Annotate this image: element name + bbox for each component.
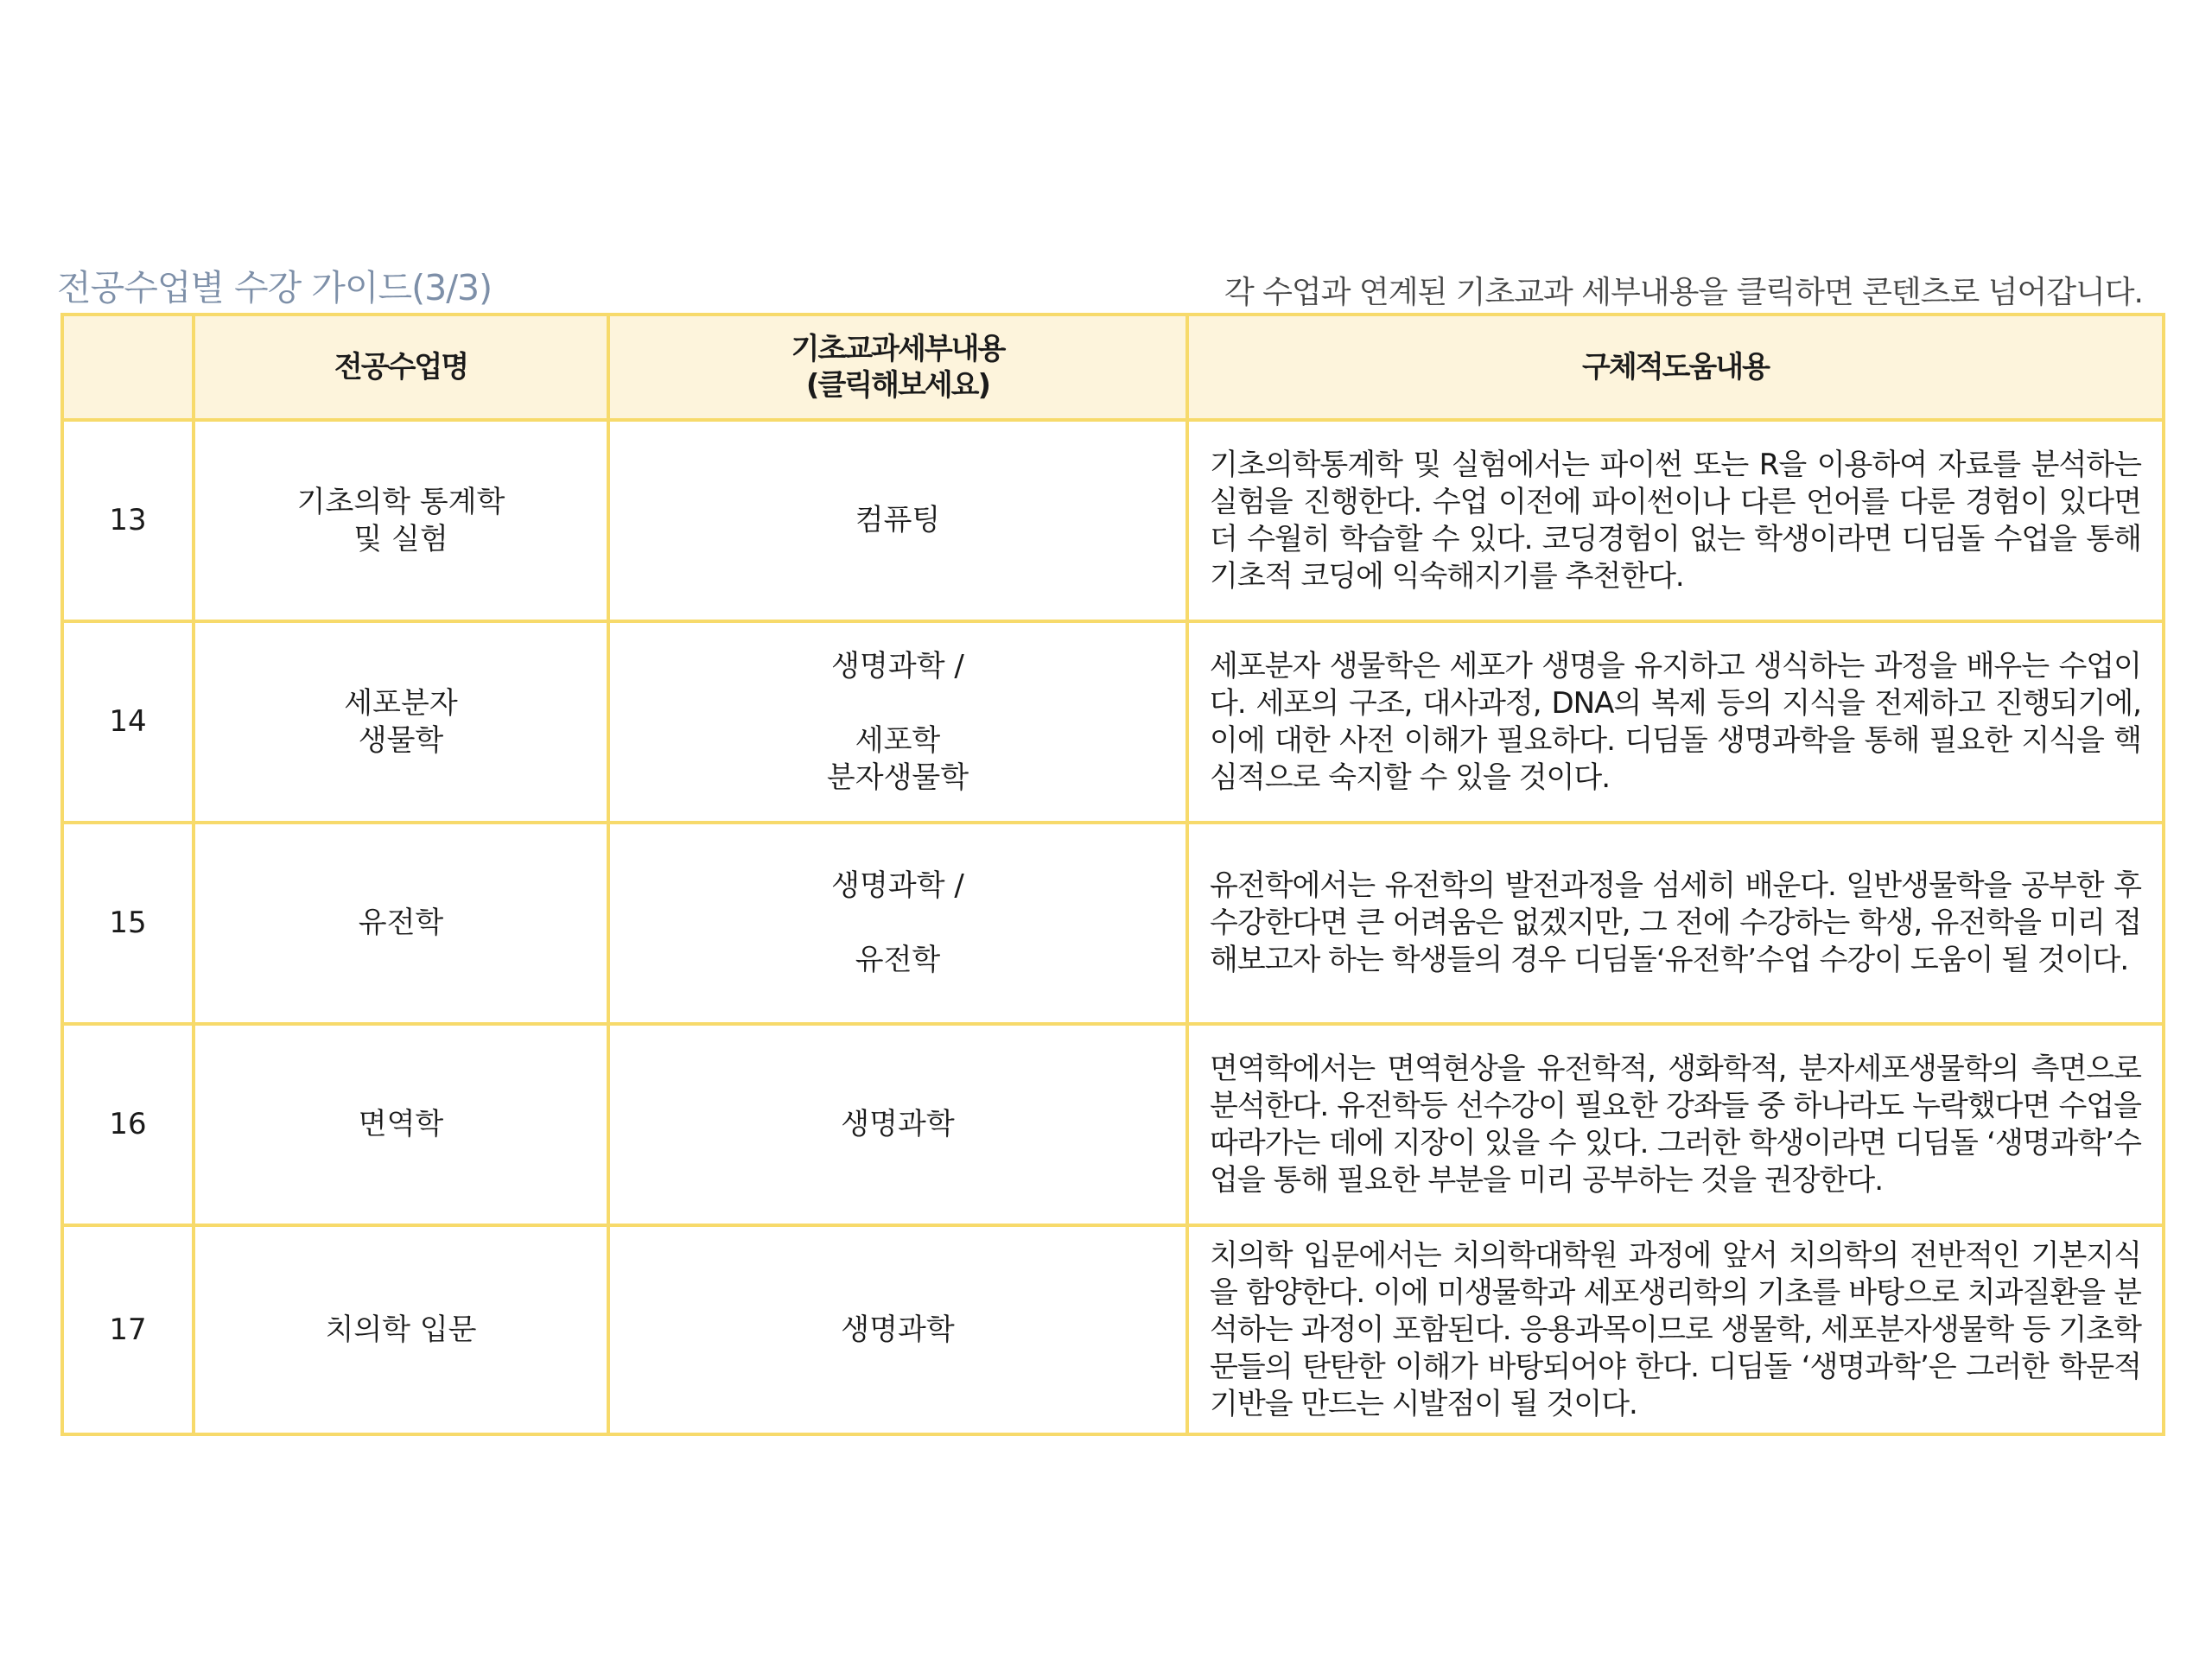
page-instruction-note: 각 수업과 연계된 기초교과 세부내용을 클릭하면 콘텐츠로 넘어갑니다.	[1224, 275, 2143, 310]
course-guide-table	[60, 313, 2165, 1436]
basic-content-link[interactable]: 생명과학	[608, 1024, 1187, 1225]
basic-content-link[interactable]: 생명과학 / 세포학 분자생물학	[608, 621, 1187, 823]
table-row	[62, 420, 2164, 621]
header-basic-detail	[608, 315, 1187, 420]
table-row	[62, 1225, 2164, 1434]
header-basic-detail-line1: 기초교과세부내용	[791, 332, 1005, 366]
course-name: 치의학 입문	[194, 1225, 608, 1434]
course-name: 기초의학 통계학 및 실험	[194, 420, 608, 621]
course-name: 면역학	[194, 1024, 608, 1225]
course-name: 유전학	[194, 823, 608, 1024]
header-number	[62, 315, 194, 420]
header-course-name: 전공수업명	[194, 315, 608, 420]
basic-content-link[interactable]: 생명과학	[608, 1225, 1187, 1434]
page-title: 전공수업별 수강 가이드(3/3)	[57, 267, 493, 308]
help-description: 세포분자 생물학은 세포가 생명을 유지하고 생식하는 과정을 배우는 수업이다. 세포의 구조, 대사과정, DNA의 복제 등의 지식을 전제하고 진행되기에, 이에 대한 사전 이해가 필요하다. 디딤돌 생명과학을 통해 필요한 지식을 핵심적으로 숙지할 수 있을 것이다.	[1187, 621, 2164, 823]
basic-content-link[interactable]: 생명과학 / 유전학	[608, 823, 1187, 1024]
help-description: 기초의학통계학 및 실험에서는 파이썬 또는 R을 이용하여 자료를 분석하는 실험을 진행한다. 수업 이전에 파이썬이나 다른 언어를 다룬 경험이 있다면 더 수월히 학습할 수 있다. 코딩경험이 없는 학생이라면 디딤돌 수업을 통해 기초적 코딩에 익숙해지기를 추천한다.	[1187, 420, 2164, 621]
row-number: 13	[62, 420, 194, 621]
row-number: 15	[62, 823, 194, 1024]
course-name: 세포분자 생물학	[194, 621, 608, 823]
table-row	[62, 1024, 2164, 1225]
row-number: 17	[62, 1225, 194, 1434]
table-row	[62, 621, 2164, 823]
basic-content-link[interactable]: 컴퓨팅	[608, 420, 1187, 621]
help-description: 면역학에서는 면역현상을 유전학적, 생화학적, 분자세포생물학의 측면으로 분석한다. 유전학등 선수강이 필요한 강좌들 중 하나라도 누락했다면 수업을 따라가는 데에 지장이 있을 수 있다. 그러한 학생이라면 디딤돌 ‘생명과학’수업을 통해 필요한 부분을 미리 공부하는 것을 권장한다.	[1187, 1024, 2164, 1225]
help-description: 유전학에서는 유전학의 발전과정을 섬세히 배운다. 일반생물학을 공부한 후 수강한다면 큰 어려움은 없겠지만, 그 전에 수강하는 학생, 유전학을 미리 접해보고자 하는 학생들의 경우 디딤돌‘유전학’수업 수강이 도움이 될 것이다.	[1187, 823, 2164, 1024]
header-basic-detail-line2: (클릭해보세요)	[805, 368, 990, 403]
header-help-detail: 구체적도움내용	[1187, 315, 2164, 420]
row-number: 16	[62, 1024, 194, 1225]
table-header-row	[62, 315, 2164, 420]
row-number: 14	[62, 621, 194, 823]
table-row	[62, 823, 2164, 1024]
help-description: 치의학 입문에서는 치의학대학원 과정에 앞서 치의학의 전반적인 기본지식을 함양한다. 이에 미생물학과 세포생리학의 기초를 바탕으로 치과질환을 분석하는 과정이 포함된다. 응용과목이므로 생물학, 세포분자생물학 등 기초학문들의 탄탄한 이해가 바탕되어야 한다. 디딤돌 ‘생명과학’은 그러한 학문적 기반을 만드는 시발점이 될 것이다.	[1187, 1225, 2164, 1434]
